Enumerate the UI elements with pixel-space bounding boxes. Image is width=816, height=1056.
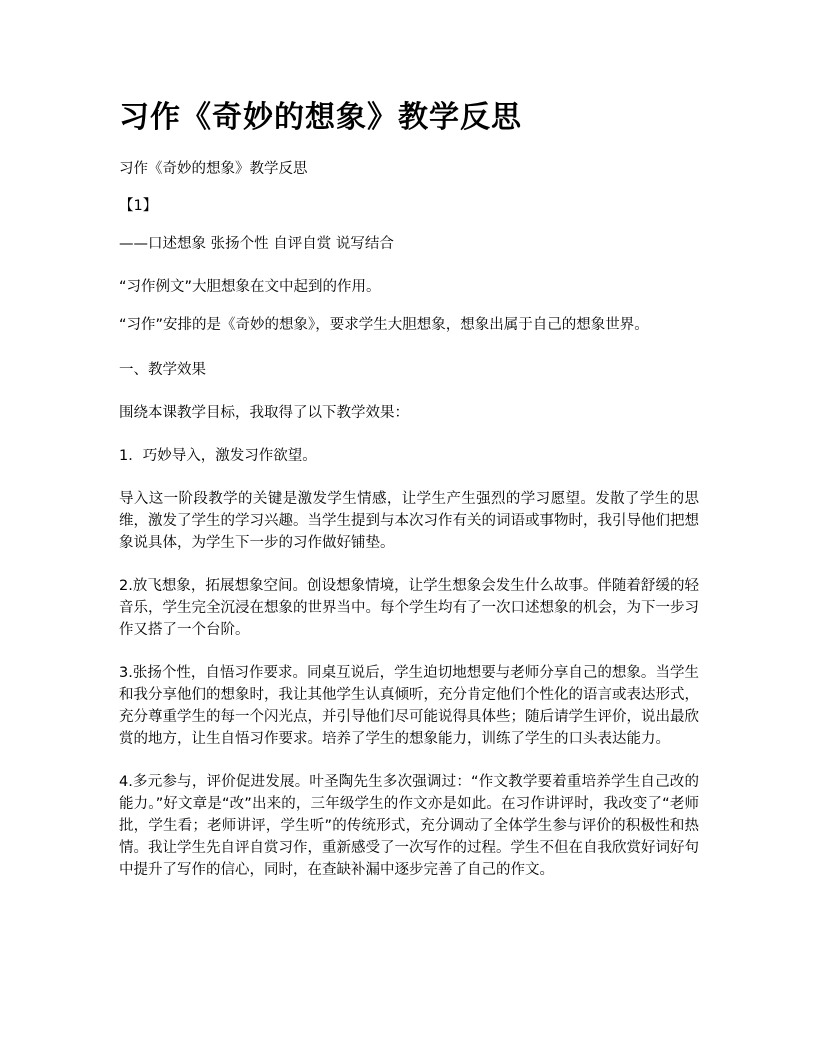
- section-marker: 【1】: [119, 198, 158, 214]
- paragraph-assignment: “习作”安排的是《奇妙的想象》，要求学生大胆想象，想象出属于自己的想象世界。: [119, 317, 649, 333]
- point-3: 3.张扬个性，自悟习作要求。同桌互说后，学生迫切地想要与老师分享自己的想象。当学生和我分享他们的想象时，我让其他学生认真倾听，充分肯定他们个性化的语言或表达形式，充分尊重学生的每一个闪光点，并引导他们尽可能说得具体些；随后请学生评价，说出最欣赏的地方，让生自悟习作要求。培养了学生的想象能力，训练了学生的口头表达能力。: [119, 665, 699, 747]
- document-page: [119, 96, 699, 881]
- paragraph-intro: 围绕本课教学目标，我取得了以下教学效果：: [119, 405, 409, 421]
- point-4: 4.多元参与，评价促进发展。叶圣陶先生多次强调过：“作文教学要着重培养学生自己改的能力。”好文章是“改”出来的，三年级学生的作文亦是如此。在习作讲评时，我改变了“老师批，学生看；老师讲评，学生听”的传统形式，充分调动了全体学生参与评价的积极性和热情。我让学生先自评自赏习作，重新感受了一次写作的过程。学生不但在自我欣赏好词好句中提升了写作的信心，同时，在查缺补漏中逐步完善了自己的作文。: [119, 774, 699, 878]
- point-1-title: 1．巧妙导入，激发习作欲望。: [119, 448, 317, 464]
- document-subtitle: 习作《奇妙的想象》教学反思: [119, 161, 308, 177]
- document-title: 习作《奇妙的想象》教学反思: [119, 100, 522, 135]
- point-2: 2.放飞想象，拓展想象空间。创设想象情境，让学生想象会发生什么故事。伴随着舒缓的轻音乐，学生完全沉浸在想象的世界当中。每个学生均有了一次口述想象的机会，为下一步习作又搭了一个台阶。: [119, 578, 699, 638]
- tagline: ——口述想象 张扬个性 自评自赏 说写结合: [119, 236, 394, 252]
- point-1-body: 导入这一阶段教学的关键是激发学生情感，让学生产生强烈的学习愿望。发散了学生的思维，激发了学生的学习兴趣。当学生提到与本次习作有关的词语或事物时，我引导他们把想象说具体，为学生下一步的习作做好铺垫。: [119, 491, 699, 551]
- paragraph-example-text: “习作例文”大胆想象在文中起到的作用。: [119, 279, 381, 295]
- section-heading: 一、教学效果: [119, 362, 206, 378]
